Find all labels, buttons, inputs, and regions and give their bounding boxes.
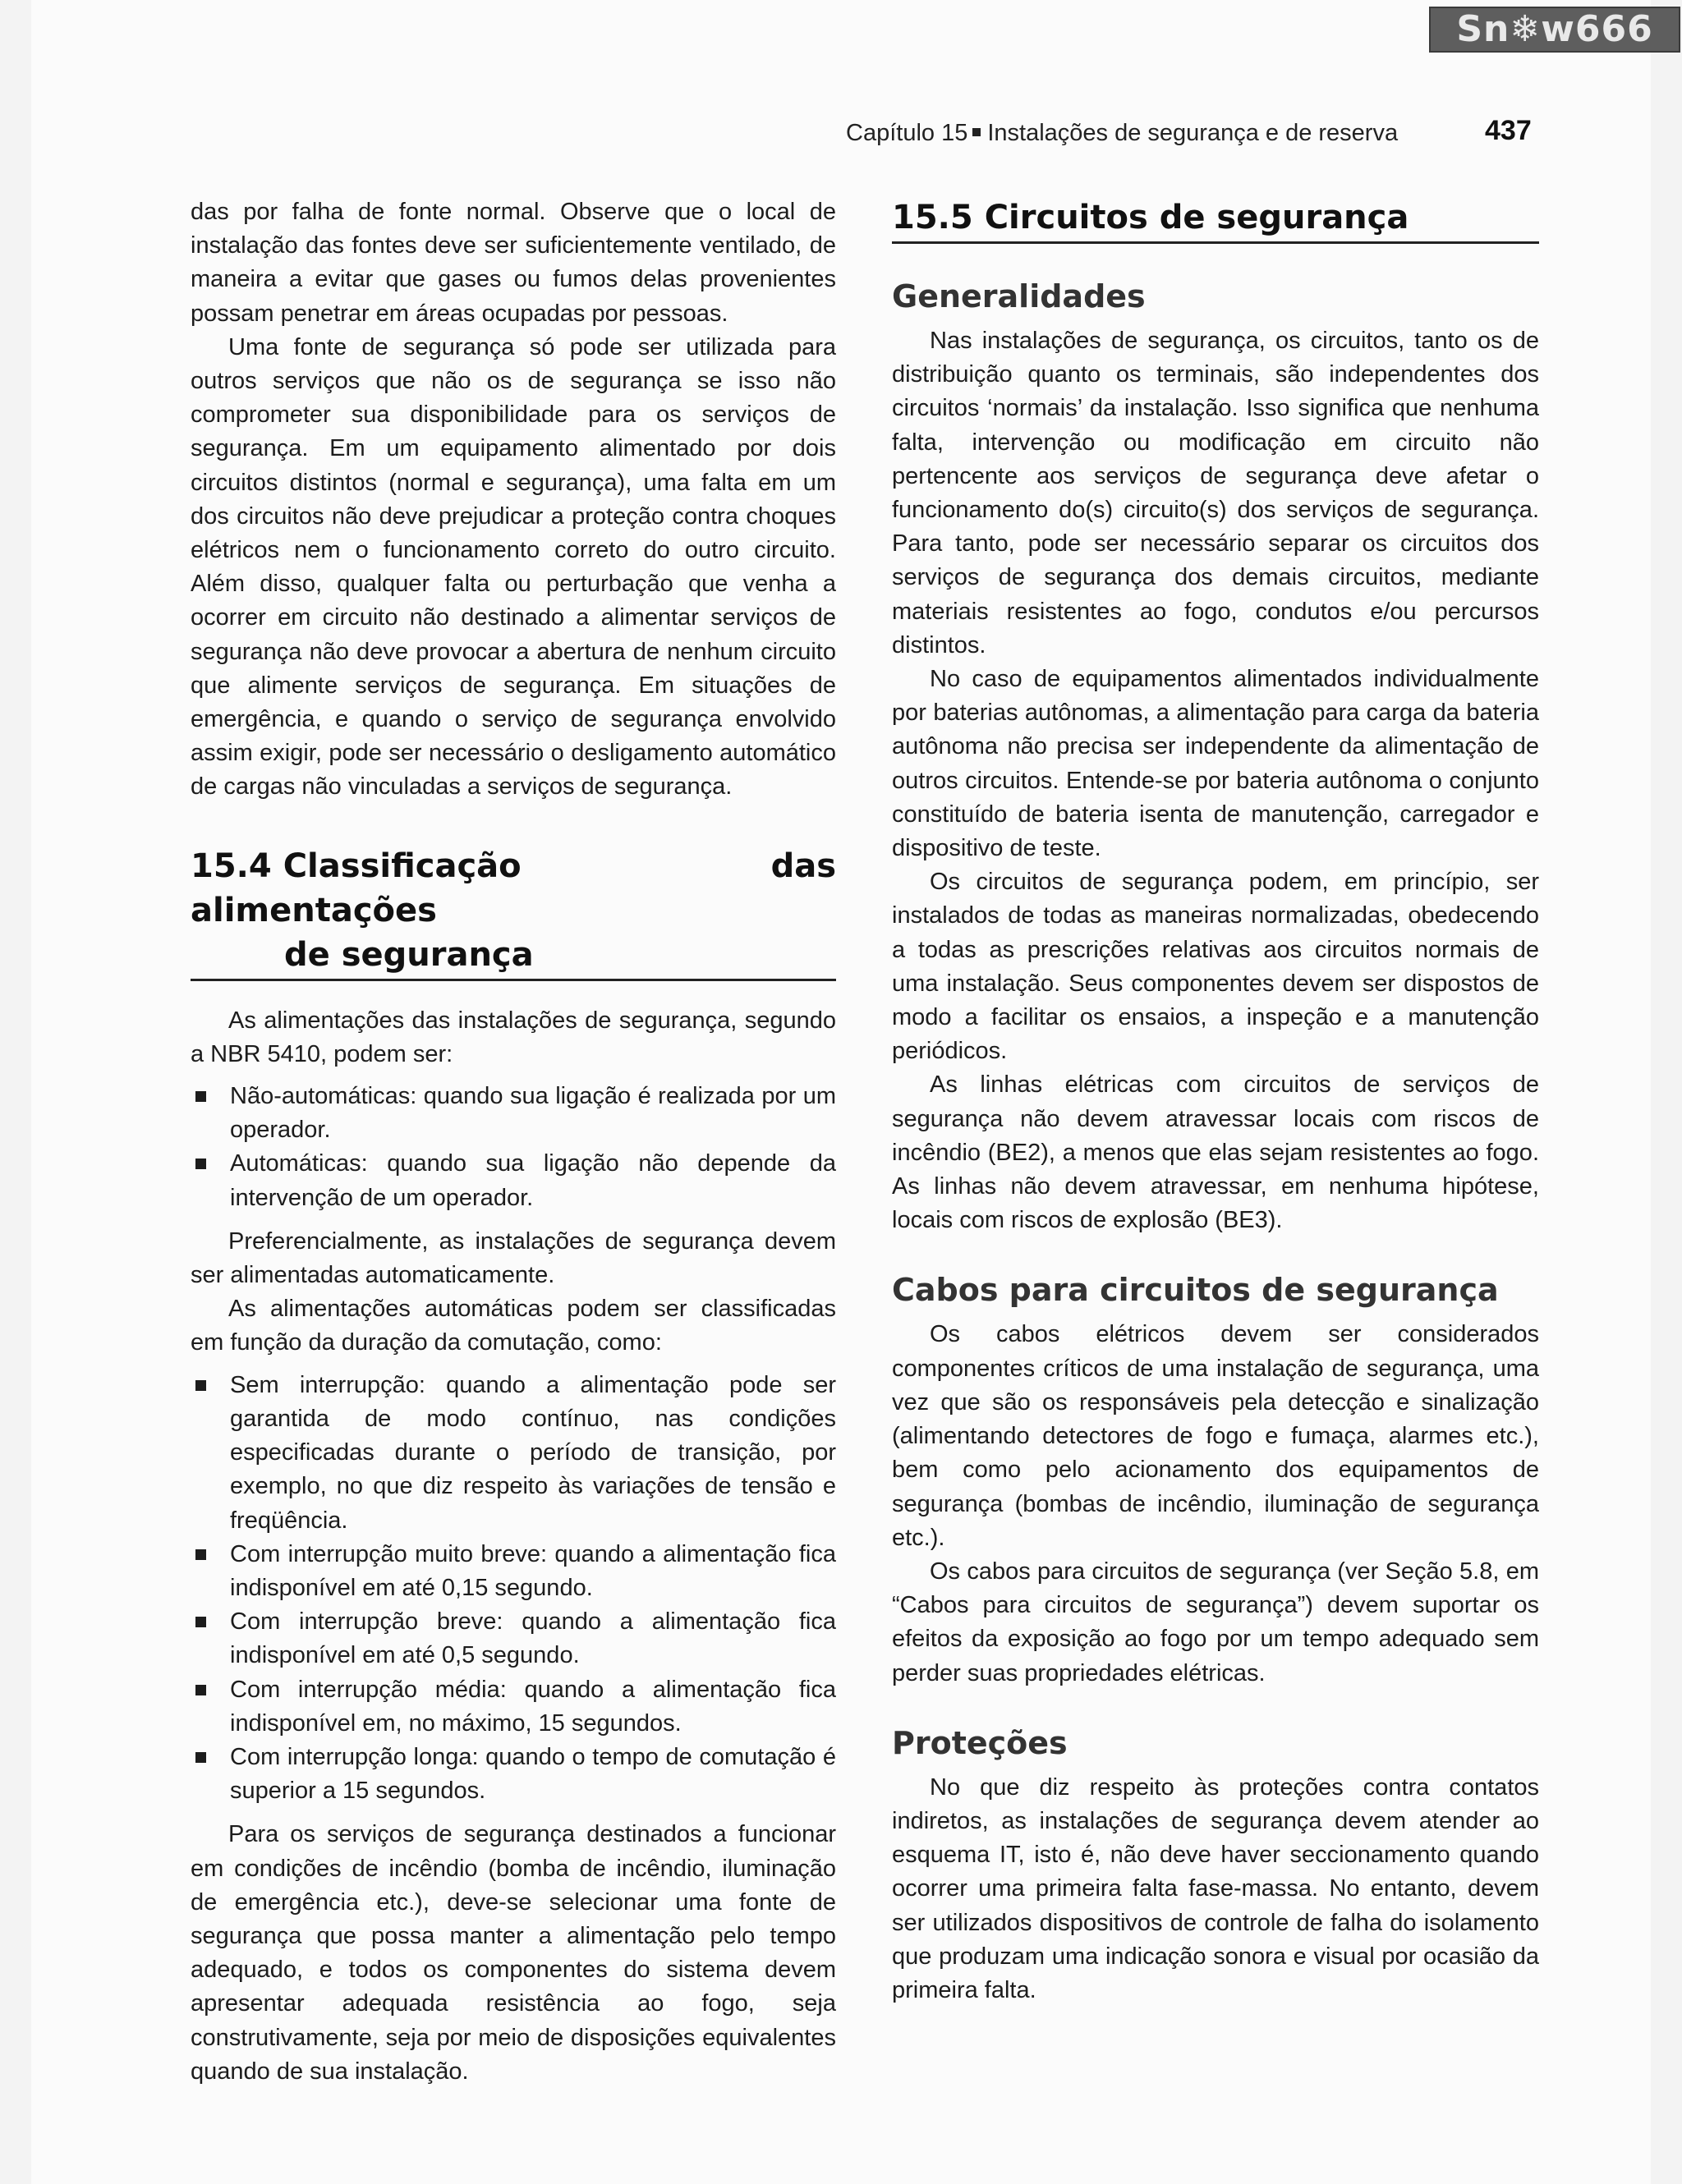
subheading-generalidades: Generalidades <box>892 278 1146 314</box>
bullet-list <box>191 1369 836 1809</box>
paragraph: Preferencialmente, as instalações de segurança devem ser alimentadas automaticamente. <box>191 1227 836 1289</box>
section-title-line2: de segurança <box>284 935 534 974</box>
watermark-logo: Sn❄w666 <box>1429 7 1680 53</box>
paragraph: No caso de equipamentos alimentados individualmente por baterias autônomas, a alimentação para carga da bateria autônoma não precisa ser independente da alimentação de outros circuitos. Entende-se por bateria autônoma o conjunto constituído de bateria isenta de manutenção, carregador e dispositivo de teste. <box>892 666 1539 862</box>
subheading-protecoes: Proteções <box>892 1724 1068 1761</box>
square-bullet-icon <box>195 1091 206 1102</box>
paragraph: Nas instalações de segurança, os circuitos, tanto os de distribuição quanto os terminais, são independentes dos circuitos ‘normais’ da instalação. Isso significa que nenhuma falta, intervenção ou modificação em circuito não pertencente aos serviços de segurança deve afetar o funcionamento do(s) circuito(s) dos serviços de segurança. Para tanto, pode ser necessário separar os circuitos dos serviços de segurança dos demais circuitos, mediante materiais resistentes ao fogo, condutos e/ou percursos distintos. <box>892 328 1539 658</box>
square-bullet-icon <box>195 1549 206 1560</box>
section-heading-15-5 <box>892 195 1539 244</box>
list-item: Com interrupção breve: quando a alimentação fica indisponível em até 0,5 segundo. <box>191 1605 836 1672</box>
list-item: Com interrupção média: quando a alimentação fica indisponível em, no máximo, 15 segundos. <box>191 1673 836 1741</box>
section-title-line1: Classificação das alimentações <box>191 847 836 929</box>
paragraph: As alimentações automáticas podem ser classificadas em função da duração da comutação, como: <box>191 1296 836 1356</box>
paragraph: Uma fonte de segurança só pode ser utilizada para outros serviços que não os de segurança se isso não comprometer sua disponibilidade para os serviços de segurança. Em um equipamento alimentado por dois circuitos distintos (normal e segurança), uma falta em um dos circuitos não deve prejudicar a proteção contra choques elétricos nem o funcionamento correto do outro circuito. Além disso, qualquer falta ou perturbação que venha a ocorrer em circuito não destinado a alimentar serviços de segurança não deve provocar a abertura de nenhum circuito que alimente serviços de segurança. Em situações de emergência, e quando o serviço de segurança envolvido assim exigir, pode ser necessário o desligamento automático de cargas não vinculadas a serviços de segurança. <box>191 333 836 801</box>
left-column <box>191 195 836 2089</box>
paragraph: Os cabos elétricos devem ser considerados componentes críticos de uma instalação de segurança, uma vez que são os responsáveis pela detecção e sinalização (alimentando detectores de fogo e fumaça, alarmes etc.), bem como pelo acionamento dos equipamentos de segurança (bombas de incêndio, iluminação de segurança etc.). <box>892 1321 1539 1551</box>
paragraph: Para os serviços de segurança destinados a funcionar em condições de incêndio (bomba de incêndio, iluminação de emergência etc.), deve-se selecionar uma fonte de segurança que possa manter a alimentação pelo tempo adequado, e todos os componentes do sistema devem apresentar adequada resistência ao fogo, seja construtivamente, seja por meio de disposições equivalentes quando de sua instalação. <box>191 1821 836 2085</box>
page-number: 437 <box>1485 115 1532 146</box>
square-bullet-icon <box>195 1617 206 1627</box>
paragraph: Os cabos para circuitos de segurança (ver Seção 5.8, em “Cabos para circuitos de segurança”) devem suportar os efeitos da exposição ao fogo por um tempo adequado sem perder suas propriedades elétricas. <box>892 1558 1539 1686</box>
paragraph: das por falha de fonte normal. Observe que o local de instalação das fontes deve ser suficientemente ventilado, de maneira a evitar que gases ou fumos delas provenientes possam penetrar em áreas ocupadas por pessoas. <box>191 199 836 327</box>
running-head-chapter: Capítulo 15 <box>846 120 968 146</box>
list-item: Com interrupção longa: quando o tempo de comutação é superior a 15 segundos. <box>191 1741 836 1808</box>
running-head <box>846 120 1398 147</box>
paragraph: No que diz respeito às proteções contra contatos indiretos, as instalações de segurança devem atender ao esquema IT, isto é, não deve haver seccionamento quando ocorrer uma primeira falta fase-massa. No entanto, devem ser utilizados dispositivos de controle de falha do isolamento que produzam uma indicação sonora e visual por ocasião da primeira falta. <box>892 1773 1539 2003</box>
square-bullet-icon <box>972 128 981 136</box>
bullet-list <box>191 1080 836 1215</box>
running-head-title: Instalações de segurança e de reserva <box>987 120 1399 146</box>
list-item: Automáticas: quando sua ligação não depende da intervenção de um operador. <box>191 1147 836 1214</box>
section-heading-15-4 <box>191 844 836 981</box>
section-title: Circuitos de segurança <box>984 199 1409 236</box>
paragraph: As linhas elétricas com circuitos de serviços de segurança não devem atravessar locais com riscos de incêndio (BE2), a menos que elas sejam resistentes ao fogo. As linhas não devem atravessar, em nenhuma hipótese, locais com riscos de explosão (BE3). <box>892 1071 1539 1234</box>
square-bullet-icon <box>195 1752 206 1763</box>
section-number: 15.5 <box>892 199 973 236</box>
square-bullet-icon <box>195 1685 206 1695</box>
right-column <box>892 195 1539 2007</box>
list-item: Sem interrupção: quando a alimentação pode ser garantida de modo contínuo, nas condições especificadas durante o período de transição, por exemplo, no que diz respeito às variações de tensão e freqüência. <box>191 1369 836 1538</box>
list-item: Com interrupção muito breve: quando a alimentação fica indisponível em até 0,15 segundo. <box>191 1538 836 1605</box>
paragraph: As alimentações das instalações de segurança, segundo a NBR 5410, podem ser: <box>191 1007 836 1067</box>
section-number: 15.4 <box>191 847 272 885</box>
paragraph: Os circuitos de segurança podem, em princípio, ser instalados de todas as maneiras normalizadas, obedecendo a todas as prescrições relativas aos circuitos normais de uma instalação. Seus componentes devem ser dispostos de modo a facilitar os ensaios, a inspeção e a manutenção periódicos. <box>892 869 1539 1065</box>
list-item: Não-automáticas: quando sua ligação é realizada por um operador. <box>191 1080 836 1147</box>
square-bullet-icon <box>195 1159 206 1169</box>
square-bullet-icon <box>195 1380 206 1391</box>
subheading-cabos: Cabos para circuitos de segurança <box>892 1272 1499 1309</box>
